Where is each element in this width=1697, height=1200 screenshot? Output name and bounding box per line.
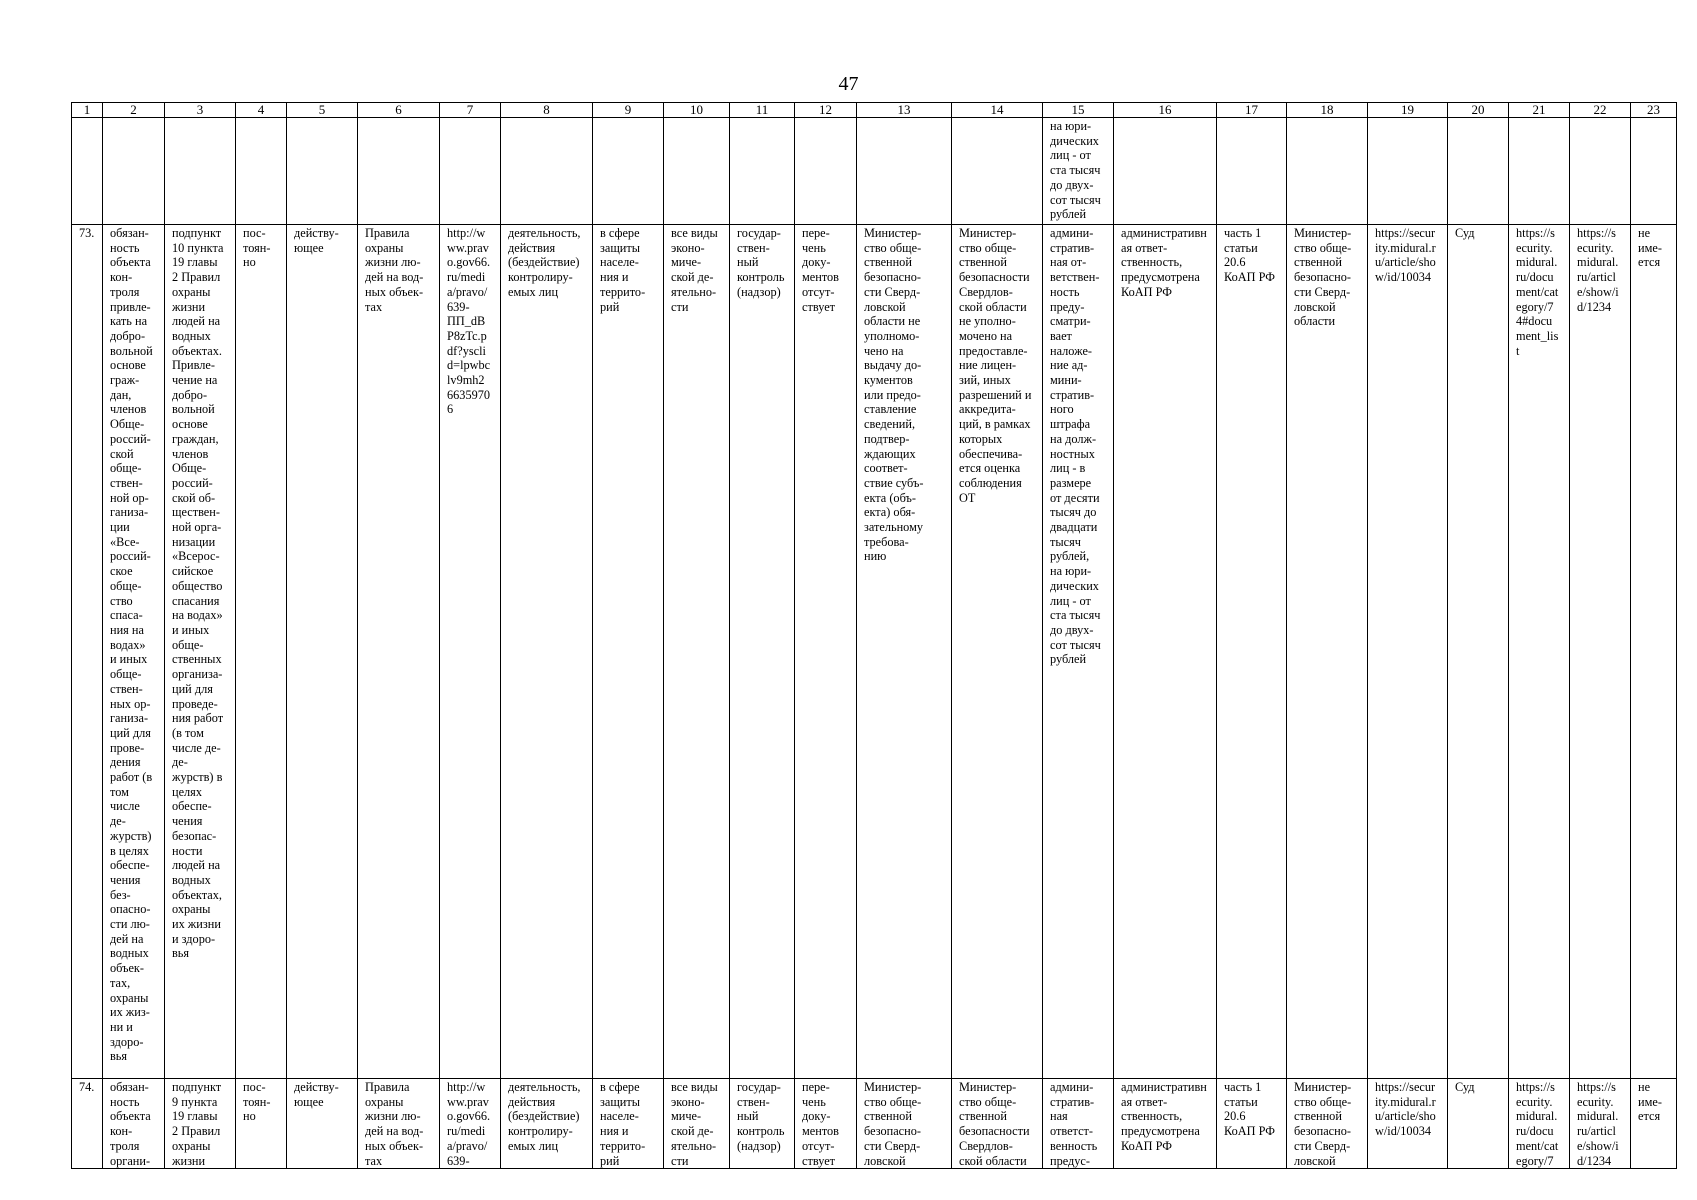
table-cell: пере- чень доку- ментов отсут- ствует bbox=[795, 1079, 857, 1169]
column-number: 19 bbox=[1368, 103, 1448, 118]
table-cell: деятельность, действия (бездействие) контролиру- емых лиц bbox=[501, 1079, 593, 1169]
table-cell: обязан- ность объекта кон- троля органи- bbox=[103, 1079, 165, 1169]
regulation-table bbox=[71, 102, 1677, 1169]
column-number-row bbox=[72, 103, 1677, 118]
table-cell: http://w ww.prav o.gov66. ru/medi a/pravo/ 639- bbox=[440, 1079, 501, 1169]
table-cell: https://secur ity.midural.r u/article/sho w/id/10034 bbox=[1368, 1079, 1448, 1169]
table-cell: не име- ется bbox=[1631, 225, 1677, 1079]
table-cell bbox=[857, 118, 952, 225]
table-cell: на юри- дических лиц - от ста тысяч до двух- сот тысяч рублей bbox=[1043, 118, 1114, 225]
table-cell bbox=[236, 118, 287, 225]
table-cell: Министер- ство обще- ственной безопасности Свердлов- ской области bbox=[952, 1079, 1043, 1169]
column-number: 9 bbox=[593, 103, 664, 118]
column-number: 18 bbox=[1287, 103, 1368, 118]
table-cell: Министер- ство обще- ственной безопасно- сти Сверд- ловской bbox=[857, 1079, 952, 1169]
column-number: 21 bbox=[1509, 103, 1570, 118]
column-number: 11 bbox=[730, 103, 795, 118]
table-cell: действу- ющее bbox=[287, 225, 358, 1079]
table-cell: пос- тоян- но bbox=[236, 1079, 287, 1169]
table-row bbox=[72, 1079, 1677, 1169]
column-number: 2 bbox=[103, 103, 165, 118]
table-cell: все виды эконо- миче- ской де- ятельно- сти bbox=[664, 1079, 730, 1169]
table-cell bbox=[358, 118, 440, 225]
table-cell: https://secur ity.midural.r u/article/sho w/id/10034 bbox=[1368, 225, 1448, 1079]
table-row bbox=[72, 225, 1677, 1079]
table-cell: https://s ecurity. midural. ru/docu ment/cat egory/7 bbox=[1509, 1079, 1570, 1169]
table-cell: Министер- ство обще- ственной безопасно- сти Сверд- ловской bbox=[1287, 1079, 1368, 1169]
table-cell: подпункт 10 пункта 19 главы 2 Правил охраны жизни людей на водных объектах. Привле- чение на добро- вольной основе граждан, членов Обще- росcий- ской об- ществен- ной орга- низации «Всерос- сийское общество спасания на водах» и иных обще- ственных организа- ций для проведе- ния работ (в том числе де- де- журств) в целях обеспе- чения безопас- ности людей на водных объектах, охраны их жизни и здоро- вья bbox=[165, 225, 236, 1079]
table-cell: подпункт 9 пункта 19 главы 2 Правил охраны жизни bbox=[165, 1079, 236, 1169]
table-cell: Министер- ство обще- ственной безопасно- сти Сверд- ловской области не уполномо- чено на выдачу до- кументов или предо- ставление сведений, подтвер- ждающих соответ- ствие субъ- екта (объ- екта) обя- зательному требова- нию bbox=[857, 225, 952, 1079]
table-cell: https://s ecurity. midural. ru/articl e/show/i d/1234 bbox=[1570, 225, 1631, 1079]
table-cell: в сфере защиты населе- ния и террито- рий bbox=[593, 225, 664, 1079]
table-cell bbox=[501, 118, 593, 225]
table-cell bbox=[72, 118, 103, 225]
table-cell: Правила охраны жизни лю- дей на вод- ных объек- тах bbox=[358, 1079, 440, 1169]
table-cell bbox=[1217, 118, 1287, 225]
table-cell: https://s ecurity. midural. ru/articl e/show/i d/1234 bbox=[1570, 1079, 1631, 1169]
table-cell: деятельность, действия (бездействие) контролиру- емых лиц bbox=[501, 225, 593, 1079]
table-cell: 73. bbox=[72, 225, 103, 1079]
table-cell: 74. bbox=[72, 1079, 103, 1169]
table-cell: часть 1 статьи 20.6 КоАП РФ bbox=[1217, 1079, 1287, 1169]
table-cell: админи- стратив- ная ответст- венность предус- bbox=[1043, 1079, 1114, 1169]
table-cell: Министер- ство обще- ственной безопасности Свердлов- ской области не уполно- мочено на предоставле- ние лицен- зий, иных разрешений и аккредита- ций, в рамках которых обеспечива- ется оценка соблюдения ОТ bbox=[952, 225, 1043, 1079]
table-cell: пере- чень доку- ментов отсут- ствует bbox=[795, 225, 857, 1079]
table-cell bbox=[795, 118, 857, 225]
table-cell bbox=[1631, 118, 1677, 225]
table-cell: Суд bbox=[1448, 225, 1509, 1079]
table-cell: https://s ecurity. midural. ru/docu ment/cat egory/7 4#docu ment_lis t bbox=[1509, 225, 1570, 1079]
column-number: 17 bbox=[1217, 103, 1287, 118]
column-number: 6 bbox=[358, 103, 440, 118]
column-number: 15 bbox=[1043, 103, 1114, 118]
table-cell bbox=[1448, 118, 1509, 225]
table-cell: админи- стратив- ная от- ветствен- ность преду- сматри- вает наложе- ние ад- мини- стратив- ного штрафа на долж- ностных лиц - в размере от десяти тысяч до двадцати тысяч рублей, на юри- дических лиц - от ста тысяч до двух- сот тысяч рублей bbox=[1043, 225, 1114, 1079]
table-cell: административная ответ- ственность, предусмотрена КоАП РФ bbox=[1114, 1079, 1217, 1169]
table-cell: в сфере защиты населе- ния и террито- рий bbox=[593, 1079, 664, 1169]
column-number: 1 bbox=[72, 103, 103, 118]
column-number: 13 bbox=[857, 103, 952, 118]
table-cell: http://w ww.prav o.gov66. ru/medi a/pravo/ 639- ПП_dB P8zTc.p df?yscli d=lpwbc lv9mh2 6635970 6 bbox=[440, 225, 501, 1079]
table-cell bbox=[952, 118, 1043, 225]
table-cell: все виды эконо- миче- ской де- ятельно- сти bbox=[664, 225, 730, 1079]
column-number: 22 bbox=[1570, 103, 1631, 118]
column-number: 23 bbox=[1631, 103, 1677, 118]
table-cell: Суд bbox=[1448, 1079, 1509, 1169]
table-cell bbox=[1570, 118, 1631, 225]
column-number: 5 bbox=[287, 103, 358, 118]
table-cell bbox=[664, 118, 730, 225]
table-cell: государ- ствен- ный контроль (надзор) bbox=[730, 1079, 795, 1169]
table-cell bbox=[1368, 118, 1448, 225]
column-number: 16 bbox=[1114, 103, 1217, 118]
table-cell bbox=[730, 118, 795, 225]
table-cell: действу- ющее bbox=[287, 1079, 358, 1169]
column-number: 12 bbox=[795, 103, 857, 118]
column-number: 3 bbox=[165, 103, 236, 118]
table-cell: пос- тоян- но bbox=[236, 225, 287, 1079]
table-cell: не име- ется bbox=[1631, 1079, 1677, 1169]
table-cell bbox=[593, 118, 664, 225]
table-cell: государ- ствен- ный контроль (надзор) bbox=[730, 225, 795, 1079]
table-cell: часть 1 статьи 20.6 КоАП РФ bbox=[1217, 225, 1287, 1079]
table-cell: обязан- ность объекта кон- троля привле- кать на добро- вольной основе граж- дан, членов Обще- россий- ской обще- ствен- ной ор- ганиза- ции «Все- россий- ское обще- ство спаса- ния на водах» и иных обще- ствен- ных ор- ганиза- ций для прове- дения работ (в том числе де- журств) в целях обеспе- чения без- опасно- сти лю- дей на водных объек- тах, охраны их жиз- ни и здоро- вья bbox=[103, 225, 165, 1079]
table-cell bbox=[440, 118, 501, 225]
table-cell: административная ответ- ственность, предусмотрена КоАП РФ bbox=[1114, 225, 1217, 1079]
table-cell: Министер- ство обще- ственной безопасно- сти Сверд- ловской области bbox=[1287, 225, 1368, 1079]
table-cell bbox=[1114, 118, 1217, 225]
table-cell bbox=[287, 118, 358, 225]
column-number: 7 bbox=[440, 103, 501, 118]
page-number: 47 bbox=[838, 73, 859, 95]
column-number: 8 bbox=[501, 103, 593, 118]
table-cell bbox=[1287, 118, 1368, 225]
table-cell bbox=[103, 118, 165, 225]
column-number: 4 bbox=[236, 103, 287, 118]
table-row bbox=[72, 118, 1677, 225]
column-number: 20 bbox=[1448, 103, 1509, 118]
table-cell: Правила охраны жизни лю- дей на вод- ных объек- тах bbox=[358, 225, 440, 1079]
column-number: 10 bbox=[664, 103, 730, 118]
table-cell bbox=[165, 118, 236, 225]
column-number: 14 bbox=[952, 103, 1043, 118]
table-cell bbox=[1509, 118, 1570, 225]
